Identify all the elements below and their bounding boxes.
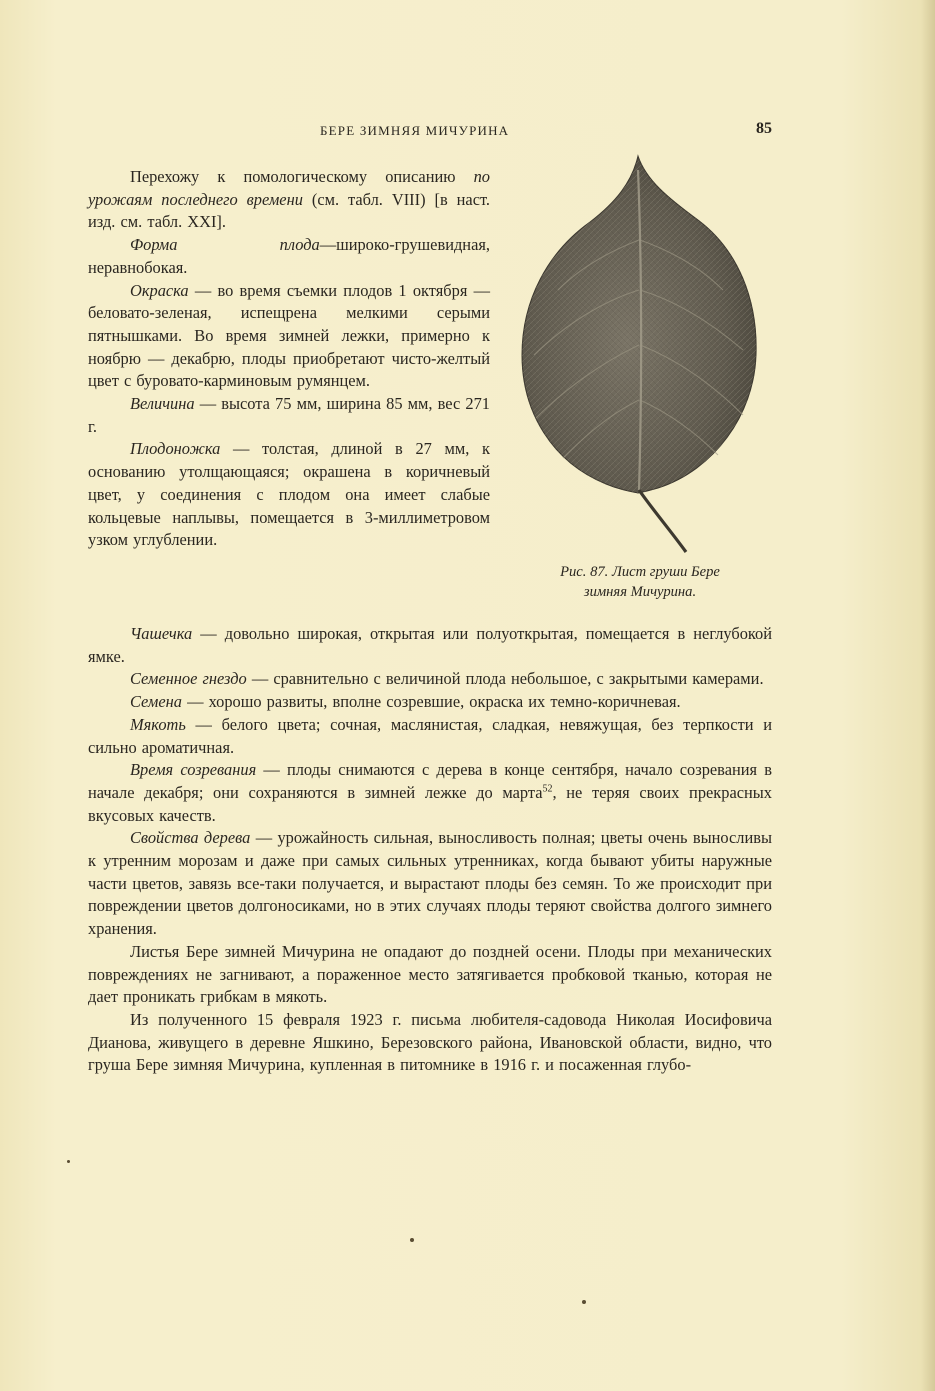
paragraph-leaves: Листья Бере зимней Мичурина не опадают до поздней осени. Плоды при механических повреждениях не загнивают, а пораженное место затягивается пробковой тканью, которая не дает проникать грибкам в мякоть. bbox=[88, 941, 772, 1007]
leaf-petiole bbox=[639, 490, 686, 552]
narrow-text-column bbox=[88, 166, 490, 552]
leaf-figure bbox=[518, 150, 758, 560]
page-number: 85 bbox=[756, 120, 772, 137]
paper-speck bbox=[67, 1160, 70, 1163]
paragraph-calyx: Чашечка — довольно широкая, открытая или полуоткрытая, помещается в неглубокой ямке. bbox=[88, 624, 772, 666]
pear-leaf-image bbox=[518, 150, 758, 560]
paragraph-seed-nest: Семенное гнездо — сравнительно с величиной плода небольшое, с закрытыми камерами. bbox=[130, 669, 764, 689]
paragraph-ripening: Время созревания — плоды снимаются с дерева в конце сентября, начало созревания в начале декабря; они сохраняются в зимней лежке до марта$^{52}$, не теряя своих прекрасных вкусовых качеств. bbox=[88, 760, 772, 825]
paragraph-stalk: Плодоножка — толстая, длиной в 27 мм, к основанию утолщающаяся; окрашена в коричневый цвет, у соединения с плодом она имеет слабые кольцевые наплывы, помещается в 3-миллиметровом узком углублении. bbox=[88, 439, 490, 550]
paragraph-letter: Из полученного 15 февраля 1923 г. письма любителя-садовода Николая Иосифовича Дианова, живущего в деревне Яшкино, Березовского района, Ивановской области, видно, что груша Бере зимняя Мичурина, купленная в питомнике в 1916 г. и посаженная глубо- bbox=[88, 1009, 772, 1075]
paragraph-color: Окраска — во время съемки плодов 1 октября — беловато-зеленая, испещрена мелкими серыми пятнышками. Во время зимней лежки, примерно к ноябрю — декабрю, плоды приобретают чисто-желтый цвет с буровато-карминовым румянцем. bbox=[88, 280, 490, 391]
footnote-ref: 52 bbox=[542, 783, 553, 795]
page-edge-shadow bbox=[921, 0, 935, 1391]
paragraph-flesh: Мякоть — белого цвета; сочная, маслянистая, сладкая, невяжущая, без терпкости и сильно ароматичная. bbox=[88, 714, 772, 757]
paragraph-size: Величина — высота 75 мм, ширина 85 мм, вес 271 г. bbox=[88, 394, 490, 436]
paper-speck bbox=[582, 1300, 586, 1304]
paper-speck bbox=[410, 1238, 414, 1242]
paragraph-seeds: Семена — хорошо развиты, вполне созревшие, окраска их темно-коричневая. bbox=[130, 692, 681, 712]
figure-caption bbox=[505, 562, 775, 602]
running-title: БЕРЕ ЗИМНЯЯ МИЧУРИНА bbox=[320, 123, 510, 138]
paragraph-tree-properties: Свойства дерева — урожайность сильная, выносливость полная; цветы очень выносливы к утренним морозам и даже при самых сильных утренниках, когда бывают убиты наружные части цветов, завязь все-таки получается, и вырастают плоды без семян. То же происходит при повреждении цветов долгоносиками, но в этих случаях плоды теряют свойства долгого зимнего хранения. bbox=[88, 828, 772, 939]
caption-line-1: Рис. 87. Лист груши Бере bbox=[560, 564, 720, 580]
paragraph-intro: Перехожу к помологическому описанию по урожаям последнего времени (см. табл. VIII) [в наст. изд. см. табл. XXI]. bbox=[88, 167, 491, 232]
caption-line-2: зимняя Мичурина. bbox=[583, 584, 697, 600]
running-head bbox=[88, 120, 772, 143]
full-width-text-column bbox=[88, 623, 772, 1077]
paragraph-fruit-shape: Форма плода—широко-грушевидная, неравнобокая. bbox=[88, 235, 490, 277]
